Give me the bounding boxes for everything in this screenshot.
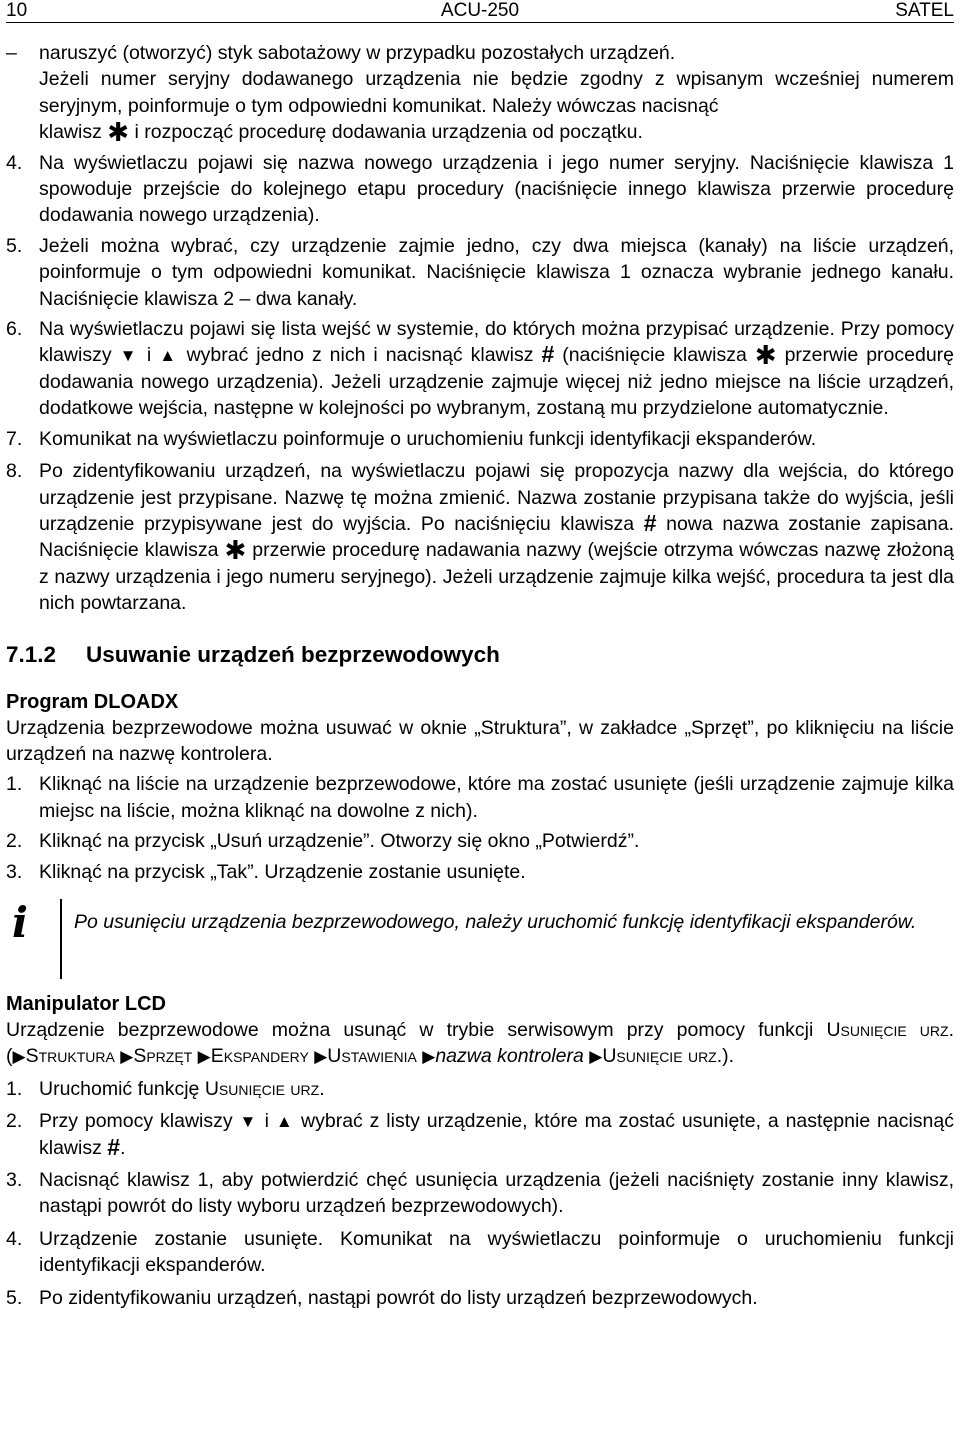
arrow-down-key-icon: ▼ xyxy=(239,1112,258,1132)
page-number: 10 xyxy=(6,0,28,21)
step-8: 8. Po zidentyfikowaniu urządzeń, na wyświetlaczu pojawi się propozycja nazwy dla wejścia, do którego urządzenie jest przypisane. Nazwę tę można zmienić. Nazwa zostanie przypisana także do wyjścia, jeśli urządzenie przypisywane jest do wyjścia. Po naciśnięciu klawisza # nowa nazwa zostanie zapisana. Naciśnięcie klawisza ✱ przerwie procedurę nadawania nazwy (wejście otrzyma wówczas nazwę złożoną z nazwy urządzenia i jego numeru seryjnego). Jeżeli urządzenie zajmuje kilka wejść, procedura ta jest dla nich powtarzana. xyxy=(6,460,954,615)
arrow-up-key-icon: ▲ xyxy=(275,1112,295,1132)
section-title: Usuwanie urządzeń bezprzewodowych xyxy=(86,641,500,667)
note-text: Po usunięciu urządzenia bezprzewodowego, należy uruchomić funkcję identyfikacji ekspanderów. xyxy=(74,910,917,933)
arrow-right-icon: ▶ xyxy=(197,1047,211,1067)
dloadx-heading: Program DLOADX xyxy=(6,690,179,713)
dloadx-step-2: 2. Kliknąć na przycisk „Usuń urządzenie”. Otworzy się okno „Potwierdź”. xyxy=(6,830,640,853)
section-number: 7.1.2 xyxy=(6,641,57,667)
star-key-icon: ✱ xyxy=(224,535,247,566)
arrow-right-icon: ▶ xyxy=(120,1047,134,1067)
lcd-heading: Manipulator LCD xyxy=(6,992,166,1015)
brand-name: SATEL xyxy=(895,0,954,21)
dash-bullet: – xyxy=(6,42,17,64)
arrow-right-icon: ▶ xyxy=(589,1047,603,1067)
arrow-right-icon: ▶ xyxy=(12,1047,26,1067)
section-heading xyxy=(6,641,954,669)
dash-item-text: naruszyć (otworzyć) styk sabotażowy w przypadku pozostałych urządzeń. xyxy=(39,42,676,64)
dloadx-step-3: 3. Kliknąć na przycisk „Tak”. Urządzenie zostanie usunięte. xyxy=(6,860,526,883)
arrow-right-icon: ▶ xyxy=(422,1047,436,1067)
lcd-step-2: 2. Przy pomocy klawiszy ▼ i ▲ wybrać z listy urządzenie, które ma zostać usunięte, a następnie nacisnąć klawisz #. xyxy=(6,1110,954,1160)
note-bar xyxy=(60,899,62,979)
arrow-down-key-icon: ▼ xyxy=(119,346,139,366)
hash-key-icon: # xyxy=(541,341,555,368)
document-title: ACU-250 xyxy=(440,0,520,21)
step-7: 7. Komunikat na wyświetlaczu poinformuje o uruchomieniu funkcji identyfikacji ekspanderów. xyxy=(6,427,817,450)
hash-key-icon: # xyxy=(643,509,657,536)
step-6: 6. Na wyświetlaczu pojawi się lista wejść w systemie, do których można przypisać urządzenie. Przy pomocy klawiszy ▼ i ▲ wybrać jedno z nich i nacisnąć klawisz # (naciśnięcie klawisza ✱ przerwie procedurę dodawania nowego urządzenia). Jeżeli urządzenie zajmuje więcej niż jedno miejsce na liście urządzeń, dodatkowe wejścia, następne w kolejności po wybranym, zostaną mu przydzielone automatycznie. xyxy=(6,318,955,420)
dloadx-step-1: 1. Kliknąć na liście na urządzenie bezprzewodowe, które ma zostać usunięte (jeśli urządzenie zajmuje kilka miejsc na liście, można kliknąć na dowolne z nich). xyxy=(6,773,954,822)
lcd-step-4: 4. Urządzenie zostanie usunięte. Komunikat na wyświetlaczu poinformuje o uruchomieniu funkcji identyfikacji ekspanderów. xyxy=(6,1227,954,1277)
page-header xyxy=(6,0,954,22)
serial-mismatch-paragraph: Jeżeli numer seryjny dodawanego urządzenia nie będzie zgodny z wpisanym wcześniej numerem seryjnym, poinformuje o tym odpowiedni komunikat. Należy wówczas nacisnąć klawisz ✱ i rozpocząć procedurę dodawania urządzenia od początku. xyxy=(39,68,954,148)
arrow-up-key-icon: ▲ xyxy=(159,346,179,366)
info-icon: i xyxy=(12,897,28,947)
info-note xyxy=(6,899,954,979)
dash-list-item xyxy=(6,40,954,66)
arrow-right-icon: ▶ xyxy=(314,1047,328,1067)
manual-page xyxy=(6,0,954,1311)
lcd-intro: Urządzenie bezprzewodowe można usunąć w trybie serwisowym przy pomocy funkcji Usunięcie urz. (▶Struktura ▶Sprzęt ▶Ekspandery ▶Ustawienia ▶nazwa kontrolera ▶Usunięcie urz.). xyxy=(6,1018,954,1068)
hash-key-icon: # xyxy=(107,1133,121,1160)
dloadx-intro: Urządzenia bezprzewodowe można usuwać w oknie „Struktura”, w zakładce „Sprzęt”, po kliknięciu na liście urządzeń na nazwę kontrolera. xyxy=(6,716,954,765)
lcd-step-5: 5. Po zidentyfikowaniu urządzeń, nastąpi powrót do listy urządzeń bezprzewodowych. xyxy=(6,1286,758,1309)
star-key-icon: ✱ xyxy=(107,117,130,148)
lcd-step-1: 1. Uruchomić funkcję Usunięcie urz. xyxy=(6,1077,325,1100)
star-key-icon: ✱ xyxy=(754,340,777,371)
step-4: 4. Na wyświetlaczu pojawi się nazwa nowego urządzenia i jego numer seryjny. Naciśnięcie klawisza 1 spowoduje przejście do kolejnego etapu procedury (naciśnięcie innego klawisza przerwie procedurę dodawania nowego urządzenia). xyxy=(6,151,954,227)
lcd-step-3: 3. Nacisnąć klawisz 1, aby potwierdzić chęć usunięcia urządzenia (jeżeli naciśnięty zostanie inny klawisz, nastąpi powrót do listy wyboru urządzeń bezprzewodowych). xyxy=(6,1169,954,1218)
step-5: 5. Jeżeli można wybrać, czy urządzenie zajmie jedno, czy dwa miejsca (kanały) na liście urządzeń, poinformuje o tym odpowiedni komunikat. Naciśnięcie klawisza 1 oznacza wybranie jednego kanału. Naciśnięcie klawisza 2 – dwa kanały. xyxy=(6,234,954,310)
header-rule xyxy=(6,22,954,23)
